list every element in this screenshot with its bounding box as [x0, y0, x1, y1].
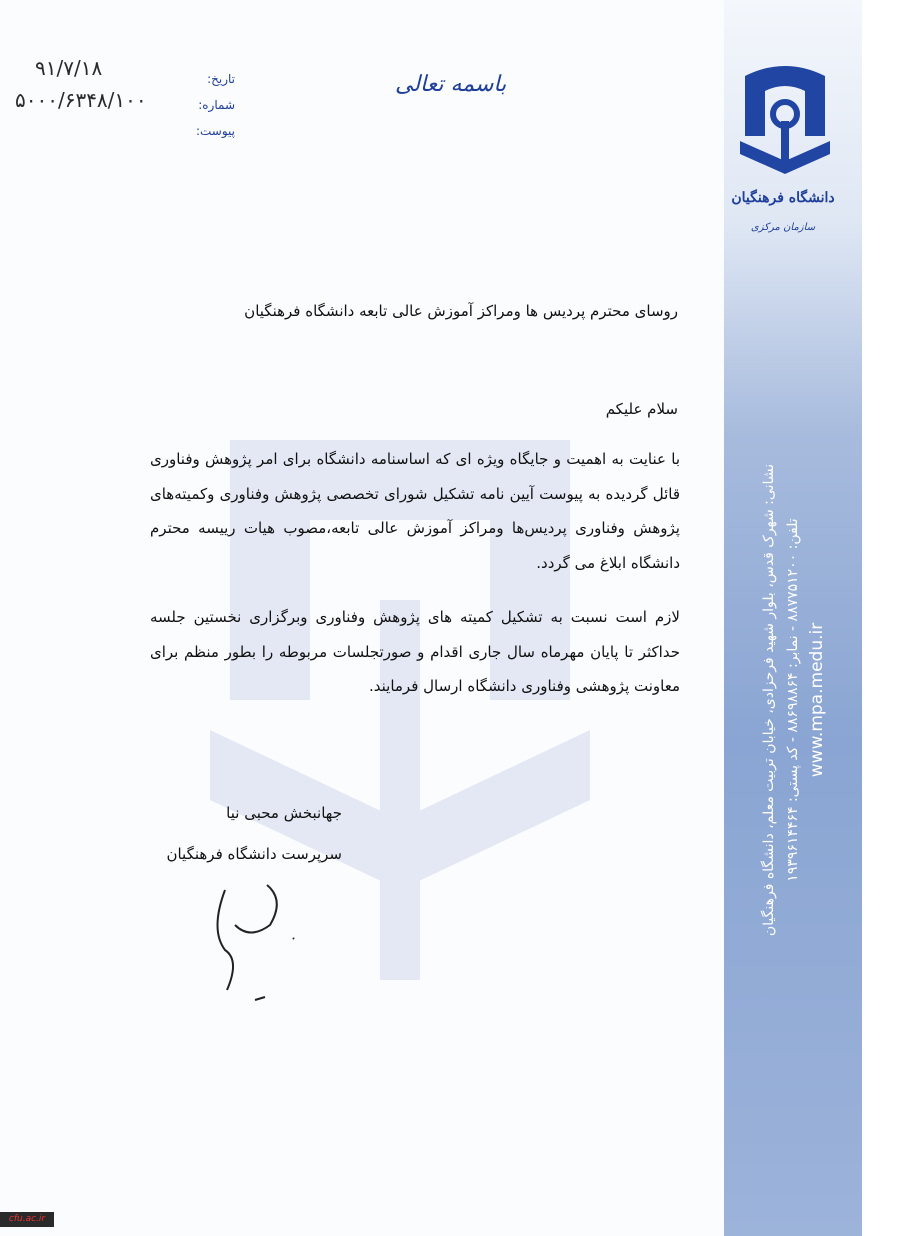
logo-name: دانشگاه فرهنگیان	[731, 190, 835, 206]
signature-icon	[205, 880, 305, 1005]
paragraph-2: لازم است نسبت به تشکیل کمیته های پژوهش وفناوری وبرگزاری نخستین جلسه حداکثر تا پایان مهرماه سال جاری اقدام و صورتجلسات مربوطه را بطور منظم برای معاونت پژوهشی وفناوری دانشگاه ارسال فرمایند.	[150, 608, 680, 695]
page-margin	[862, 0, 900, 1236]
website-text: www.mpa.medu.ir	[807, 622, 827, 778]
date-value: ۹۱/۷/۱۸	[35, 56, 103, 80]
address-text: نشانی: شهرک قدس، بلوار شهید فرحزادی، خیابان تربیت معلم، دانشگاه فرهنگیان	[761, 463, 777, 937]
recipient: روسای محترم پردیس ها ومراکز آموزش عالی تابعه دانشگاه فرهنگیان	[244, 302, 678, 320]
site-badge-text: cfu.ac.ir	[8, 1214, 46, 1224]
attachment-label: پیوست:	[195, 124, 235, 138]
paragraph-1: با عنایت به اهمیت و جایگاه ویژه ای که اساسنامه دانشگاه برای امر پژوهش وفناوری قائل گردیده به پیوست آیین نامه تشکیل شورای تخصصی پژوهش وفناوری وکمیته‌های پژوهش وفناوری پردیس‌ها ومراکز آموزش عالی تابعه،مصوب هیات رییسه محترم دانشگاه ابلاغ می گردد.	[150, 450, 680, 572]
number-label: شماره:	[198, 98, 235, 112]
signer-title: سرپرست دانشگاه فرهنگیان	[166, 845, 342, 863]
date-label: تاریخ:	[207, 72, 235, 86]
site-badge	[0, 1212, 54, 1227]
phone-text: تلفن: ۸۸۷۷۵۱۲۰۰ - نمابر: ۸۸۶۹۸۸۶۴ - کد پستی: ۱۹۳۹۶۱۴۴۶۴	[785, 518, 801, 882]
letterhead-contact	[757, 430, 829, 970]
number-value: ۵۰۰۰/۶۳۴۸/۱۰۰	[15, 88, 147, 112]
greeting: سلام علیکم	[605, 400, 678, 418]
logo-subtitle: سازمان مرکزی	[750, 222, 816, 233]
university-logo-icon	[740, 66, 830, 176]
signer-name: جهانبخش محبی نیا	[226, 804, 342, 822]
basmala: باسمه تعالی	[395, 72, 507, 97]
